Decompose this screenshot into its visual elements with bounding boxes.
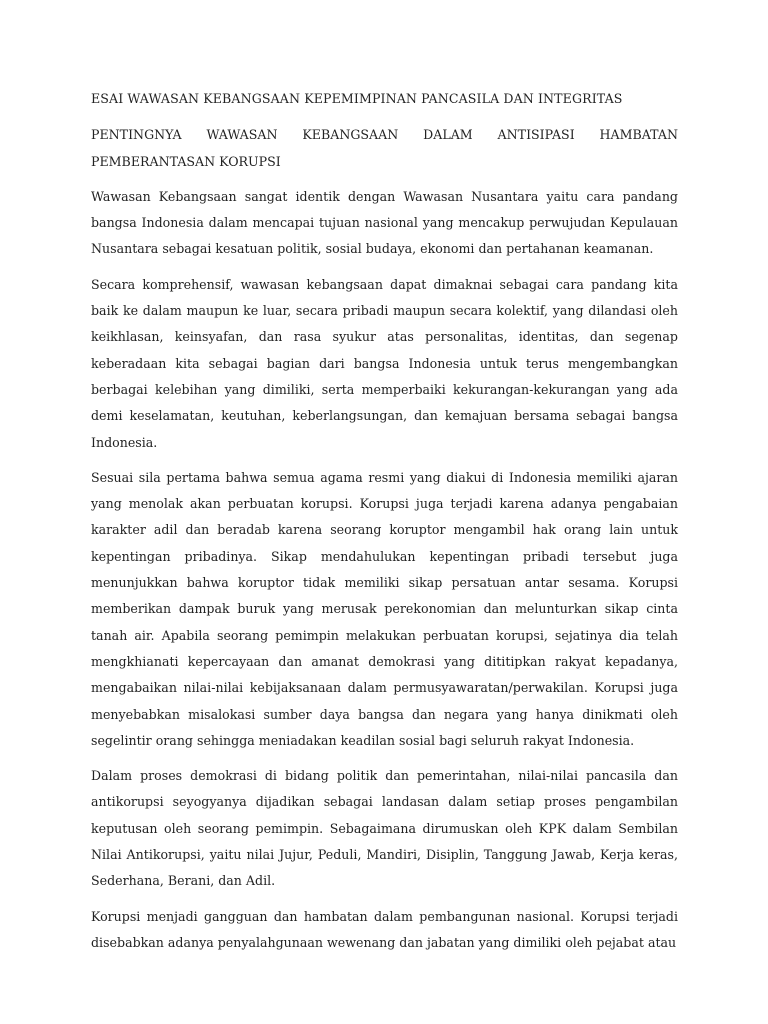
document-title: ESAI WAWASAN KEBANGSAAN KEPEMIMPINAN PANCASILA DAN INTEGRITAS (91, 91, 623, 106)
document-subtitle: PENTINGNYA WAWASAN KEBANGSAAN DALAM ANTISIPASI HAMBATAN PEMBERANTASAN KORUPSI (91, 127, 678, 169)
paragraph-1: Wawasan Kebangsaan sangat identik dengan Wawasan Nusantara yaitu cara pandang bangsa Indonesia dalam mencapai tujuan nasional yang mencakup perwujudan Kepulauan Nusantara sebagai kesatuan politik, sosial budaya, ekonomi dan pertahanan keamanan. (91, 188, 678, 257)
paragraph-4: Dalam proses demokrasi di bidang politik dan pemerintahan, nilai-nilai pancasila dan antikorupsi seyogyanya dijadikan sebagai landasan dalam setiap proses pengambilan keputusan oleh seorang pemimpin. Sebagaimana dirumuskan oleh KPK dalam Sembilan Nilai Antikorupsi, yaitu nilai Jujur, Peduli, Mandiri, Disiplin, Tanggung Jawab, Kerja keras, Sederhana, Berani, dan Adil. (91, 768, 678, 889)
document-page (91, 86, 678, 965)
paragraph-3: Sesuai sila pertama bahwa semua agama resmi yang diakui di Indonesia memiliki ajaran yang menolak akan perbuatan korupsi. Korupsi juga terjadi karena adanya pengabaian karakter adil dan beradab karena seorang koruptor mengambil hak orang lain untuk kepentingan pribadinya. Sikap mendahulukan kepentingan pribadi tersebut juga menunjukkan bahwa koruptor tidak memiliki sikap persatuan antar sesama. Korupsi memberikan dampak buruk yang merusak perekonomian dan melunturkan sikap cinta tanah air. Apabila seorang pemimpin melakukan perbuatan korupsi, sejatinya dia telah mengkhianati kepercayaan dan amanat demokrasi yang dititipkan rakyat kepadanya, mengabaikan nilai-nilai kebijaksanaan dalam permusyawaratan/perwakilan. Korupsi juga menyebabkan misalokasi sumber daya bangsa dan negara yang hanya dinikmati oleh segelintir orang sehingga meniadakan keadilan sosial bagi seluruh rakyat Indonesia. (91, 469, 678, 748)
paragraph-2: Secara komprehensif, wawasan kebangsaan dapat dimaknai sebagai cara pandang kita baik ke dalam maupun ke luar, secara pribadi maupun secara kolektif, yang dilandasi oleh keikhlasan, keinsyafan, dan rasa syukur atas personalitas, identitas, dan segenap keberadaan kita sebagai bagian dari bangsa Indonesia untuk terus mengembangkan berbagai kelebihan yang dimiliki, serta memperbaiki kekurangan-kekurangan yang ada demi keselamatan, keutuhan, keberlangsungan, dan kemajuan bersama sebagai bangsa Indonesia. (91, 276, 678, 450)
paragraph-5: Korupsi menjadi gangguan dan hambatan dalam pembangunan nasional. Korupsi terjadi disebabkan adanya penyalahgunaan wewenang dan jabatan yang dimiliki oleh pejabat atau (91, 908, 678, 950)
